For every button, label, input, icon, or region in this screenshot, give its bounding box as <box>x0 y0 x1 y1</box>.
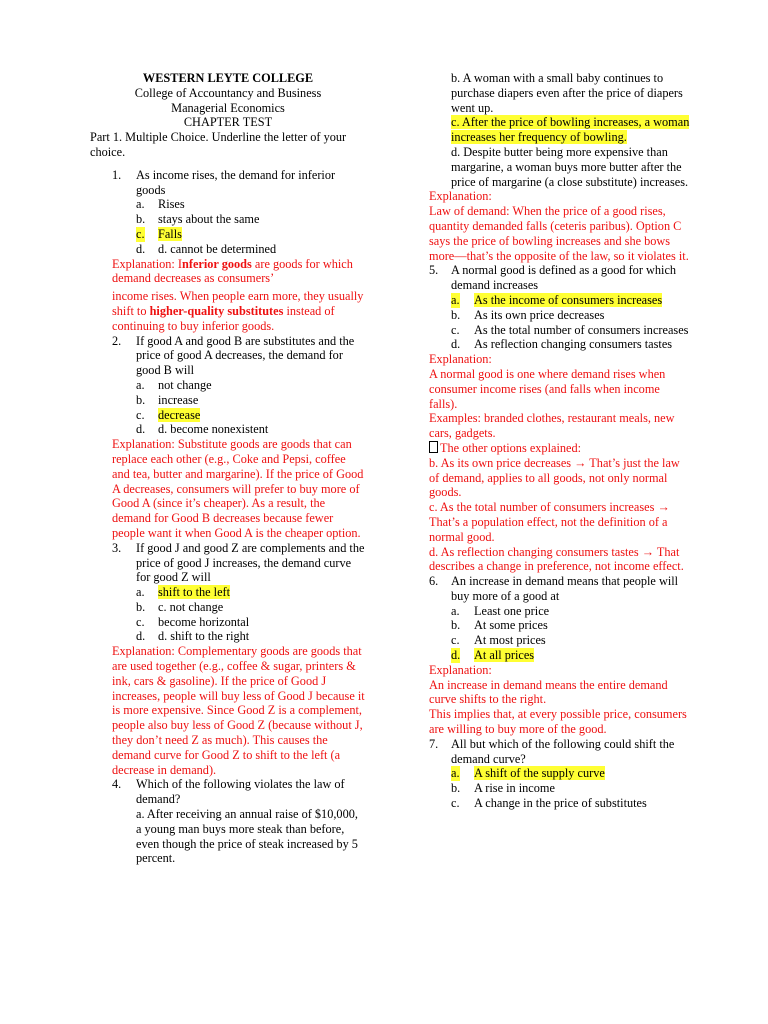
explanation-6-text-2: This implies that, at every possible price, consumers are willing to buy more of the good. <box>429 707 687 737</box>
option-text: Falls <box>158 226 182 241</box>
question-6 <box>429 574 691 604</box>
option-letter: c. <box>451 633 460 648</box>
question-text: Which of the following violates the law of demand? <box>136 777 345 807</box>
option-letter: b. <box>136 392 146 407</box>
department-name: College of Accountancy and Business <box>134 85 322 100</box>
question-number: 1. <box>112 167 122 182</box>
option-text: Rises <box>158 197 185 212</box>
option-answer <box>90 227 366 242</box>
option-letter: a. <box>136 197 145 212</box>
option-letter: d. <box>136 422 146 437</box>
option-text: decrease <box>158 407 201 422</box>
explanation-bold: nferior goods <box>182 256 252 271</box>
explanation-5-d: d. As reflection changing consumers tastes → That describes a change in preference, not income effect. <box>429 544 684 574</box>
explanation-1 <box>90 257 366 287</box>
option <box>90 422 366 437</box>
explanation-1-cont <box>90 289 366 333</box>
test-title: CHAPTER TEST <box>183 115 273 130</box>
option-letter: d. <box>451 337 461 352</box>
option <box>429 323 691 338</box>
question-4 <box>90 777 366 807</box>
option-letter: c. <box>451 322 460 337</box>
right-column <box>429 71 691 811</box>
option-text: c. not change <box>158 599 224 614</box>
option-letter: a. <box>451 766 460 781</box>
option <box>90 615 366 630</box>
question-number: 6. <box>429 574 439 589</box>
question-1 <box>90 168 366 198</box>
question-text: If good A and good B are substitutes and the price of good A decreases, the demand for good B will <box>136 333 355 378</box>
explanation-text: income rises. When people earn more, they usually shift to <box>112 289 364 318</box>
option <box>429 633 691 648</box>
course-name: Managerial Economics <box>171 100 285 115</box>
option-text: A shift of the supply curve <box>474 766 605 781</box>
option <box>90 629 366 644</box>
option-text: As the income of consumers increases <box>474 292 663 307</box>
option-text: At some prices <box>474 618 548 633</box>
option-text: A change in the price of substitutes <box>474 796 647 811</box>
option-text: shift to the left <box>158 585 231 600</box>
explanation-3: Explanation: Complementary goods are goods that are used together (e.g., coffee & sugar, printers & ink, cars & gasoline). If the price of Good J increases, people will buy less of Good J because it is more expensive. Since Good Z is a complement, people also buy less of Good Z (because without J, they don’t need Z as much). This causes the demand curve for Good Z to shift to the left (a decrease in demand). <box>112 644 365 777</box>
option-text: As the total number of consumers increases <box>474 322 689 337</box>
option-text: stays about the same <box>158 212 260 227</box>
option-answer <box>90 585 366 600</box>
option-letter: a. <box>136 377 145 392</box>
explanation-5-heading <box>429 441 691 456</box>
explanation-4-label: Explanation: <box>429 189 492 204</box>
option <box>429 604 691 619</box>
college-name: WESTERN LEYTE COLLEGE <box>142 71 314 85</box>
option-text: As its own price decreases <box>474 307 605 322</box>
option-text: A rise in income <box>474 781 555 796</box>
explanation-4: Law of demand: When the price of a good rises, quantity demanded falls (ceteris paribus). Option C says the price of bowling increases and she bows more—that’s the opposite of the law, so it violates it. <box>429 204 689 263</box>
explanation-5-text: A normal good is one where demand rises when consumer income rises (and falls when income falls). <box>429 366 666 411</box>
explanation-2: Explanation: Substitute goods are goods that can replace each other (e.g., Coke and Pepsi, coffee and tea, butter and margarine). If the price of Good A decreases, consumers will prefer to buy more of Good A (since it’s cheaper). As a result, the demand for Good B decreases because fewer people want it when Good A is the cheaper option. <box>112 437 364 540</box>
option <box>90 600 366 615</box>
option-letter: a. <box>451 292 460 307</box>
option-answer <box>429 648 691 663</box>
option <box>429 781 691 796</box>
question-text: All but which of the following could shift the demand curve? <box>451 736 675 766</box>
option-text: At most prices <box>474 633 546 648</box>
option-letter: b. <box>451 307 461 322</box>
option-letter: c. <box>136 614 145 629</box>
option-text: d. shift to the right <box>158 629 250 644</box>
option <box>90 242 366 257</box>
option-letter: c. <box>136 407 145 422</box>
explanation-bold: higher-quality substitutes <box>149 303 284 318</box>
question-text: If good J and good Z are complements and the price of good J increases, the demand curve for good Z will <box>136 540 365 585</box>
option <box>90 212 366 227</box>
option-letter: b. <box>451 618 461 633</box>
question-text: A normal good is defined as a good for which demand increases <box>451 263 677 293</box>
question-number: 5. <box>429 263 439 278</box>
option-text: Least one price <box>474 603 550 618</box>
option-letter: b. <box>136 212 146 227</box>
option-letter: b. <box>136 599 146 614</box>
question-2 <box>90 334 366 378</box>
explanation-6-text: An increase in demand means the entire demand curve shifts to the right. <box>429 677 668 707</box>
question-number: 4. <box>112 777 122 792</box>
question-text: An increase in demand means that people will buy more of a good at <box>451 574 679 603</box>
explanation-5-label: Explanation: <box>429 352 492 367</box>
explanation-5-c: c. As the total number of consumers increases → That’s a population effect, not the definition of a normal good. <box>429 500 670 544</box>
option-letter: c. <box>451 796 460 811</box>
option-text: increase <box>158 392 199 407</box>
option-text: not change <box>158 377 212 392</box>
explanation-text: The other options explained: <box>440 440 582 455</box>
option-text: As reflection changing consumers tastes <box>474 337 673 352</box>
option-letter: c. <box>136 226 145 241</box>
left-column <box>90 71 366 866</box>
option-text: become horizontal <box>158 614 250 629</box>
option-letter: d. <box>136 241 146 256</box>
question-number: 2. <box>112 333 122 348</box>
option-letter: b. <box>451 781 461 796</box>
explanation-text: instead of continuing to buy inferior goods. <box>112 303 335 333</box>
option-letter: a. <box>451 603 460 618</box>
explanation-5-b: b. As its own price decreases → That’s just the law of demand, applies to all goods, not only normal goods. <box>429 455 680 500</box>
q4-option-c-answer <box>429 115 691 145</box>
option-text: d. cannot be determined <box>158 241 277 256</box>
option-letter: d. <box>451 648 461 663</box>
option-text: c. After the price of bowling increases, a woman increases her frequency of bowling. <box>451 115 690 145</box>
option <box>429 618 691 633</box>
q4-option-d: d. Despite butter being more expensive than margarine, a woman buys more butter after the price of margarine (a close substitute) increases. <box>451 144 689 189</box>
explanation-text: are goods for which demand decreases as consumers’ <box>112 256 353 286</box>
instructions: Part 1. Multiple Choice. Underline the letter of your choice. <box>90 130 347 159</box>
option <box>90 197 366 212</box>
option-text: At all prices <box>474 648 535 663</box>
option <box>429 337 691 352</box>
option-letter: d. <box>136 629 146 644</box>
option <box>90 393 366 408</box>
q4-option-b: b. A woman with a small baby continues to purchase diapers even after the price of diapers went up. <box>451 71 683 115</box>
option-letter: a. <box>136 585 145 600</box>
explanation-text: Explanation: I <box>112 256 183 271</box>
question-number: 3. <box>112 540 122 555</box>
question-7 <box>429 737 691 767</box>
option-answer <box>90 408 366 423</box>
option <box>429 796 691 811</box>
option <box>90 378 366 393</box>
option <box>429 308 691 323</box>
q4-option-a: a. After receiving an annual raise of $10,000, a young man buys more steak than before, even though the price of steak increased by 5 percent. <box>136 807 358 866</box>
box-icon <box>429 441 438 453</box>
option-answer <box>429 766 691 781</box>
question-number: 7. <box>429 736 439 751</box>
explanation-5-examples: Examples: branded clothes, restaurant meals, new cars, gadgets. <box>429 411 675 441</box>
question-3 <box>90 541 366 585</box>
question-text: As income rises, the demand for inferior goods <box>136 167 336 197</box>
option-answer <box>429 293 691 308</box>
explanation-6-label: Explanation: <box>429 662 492 677</box>
option-text: d. become nonexistent <box>158 422 269 437</box>
question-5 <box>429 263 691 293</box>
